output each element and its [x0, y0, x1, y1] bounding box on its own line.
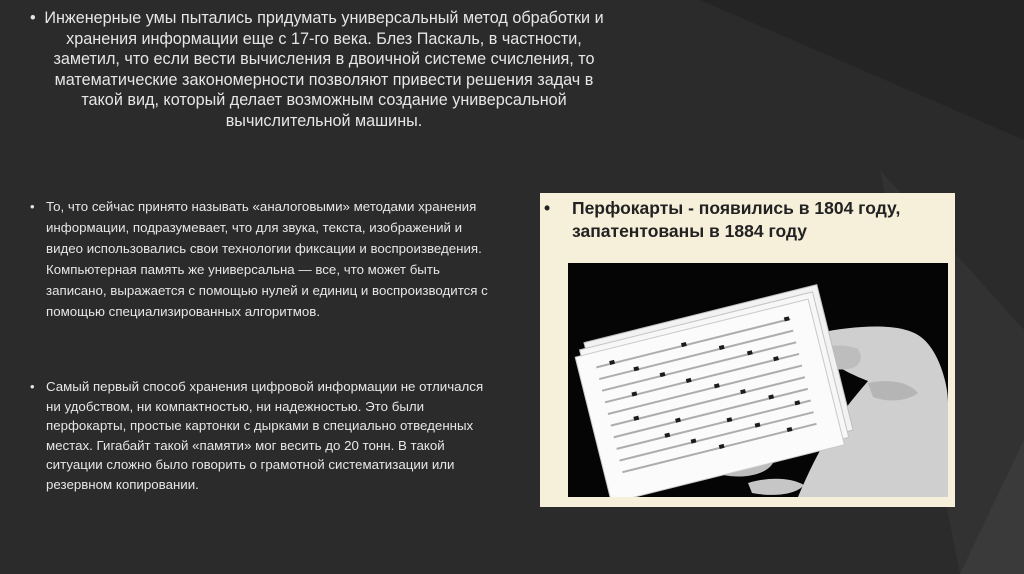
- paragraph-analog-methods-text: То, что сейчас принято называть «аналоговыми» методами хранения информации, подразумевает, что для звука, текста, изображений и видео использовались свои технологии фиксации и воспроизведения. Компьютерная память же универсальна — все, что может быть записано, выражается с помощью нулей и единиц и воспроизводится с помощью специализированных алгоритмов.: [46, 199, 488, 319]
- paragraph-intro-text: Инженерные умы пытались придумать универсальный метод обработки и хранения информации еще с 17-го века. Блез Паскаль, в частности, заметил, что если вести вычисления в двоичной системе счисления, то математические закономерности позволяют привести решения задач в такой вид, который делает возможным создание универсальной вычислительной машины.: [44, 9, 604, 130]
- punched-cards-photo-icon: [568, 263, 948, 497]
- bullet-marker: •: [30, 9, 36, 27]
- paragraph-analog-methods: [30, 196, 500, 322]
- paragraph-intro: [30, 8, 610, 131]
- bullet-marker: •: [544, 198, 551, 218]
- punch-card-figure: [540, 193, 955, 507]
- figure-caption: [544, 197, 949, 243]
- bullet-marker: •: [30, 199, 35, 214]
- paragraph-first-storage-text: Самый первый способ хранения цифровой информации не отличался ни удобством, ни компактностью, ни надежностью. Это были перфокарты, простые картонки с дырками в специально отведенных местах. Гигабайт такой «памяти» мог весить до 20 тонн. В такой ситуации сложно было говорить о грамотной систематизации или резервном копировании.: [46, 379, 484, 492]
- paragraph-first-storage: [30, 377, 500, 494]
- bullet-marker: •: [30, 379, 35, 394]
- figure-caption-text: Перфокарты - появились в 1804 году, запатентованы в 1884 году: [572, 198, 901, 241]
